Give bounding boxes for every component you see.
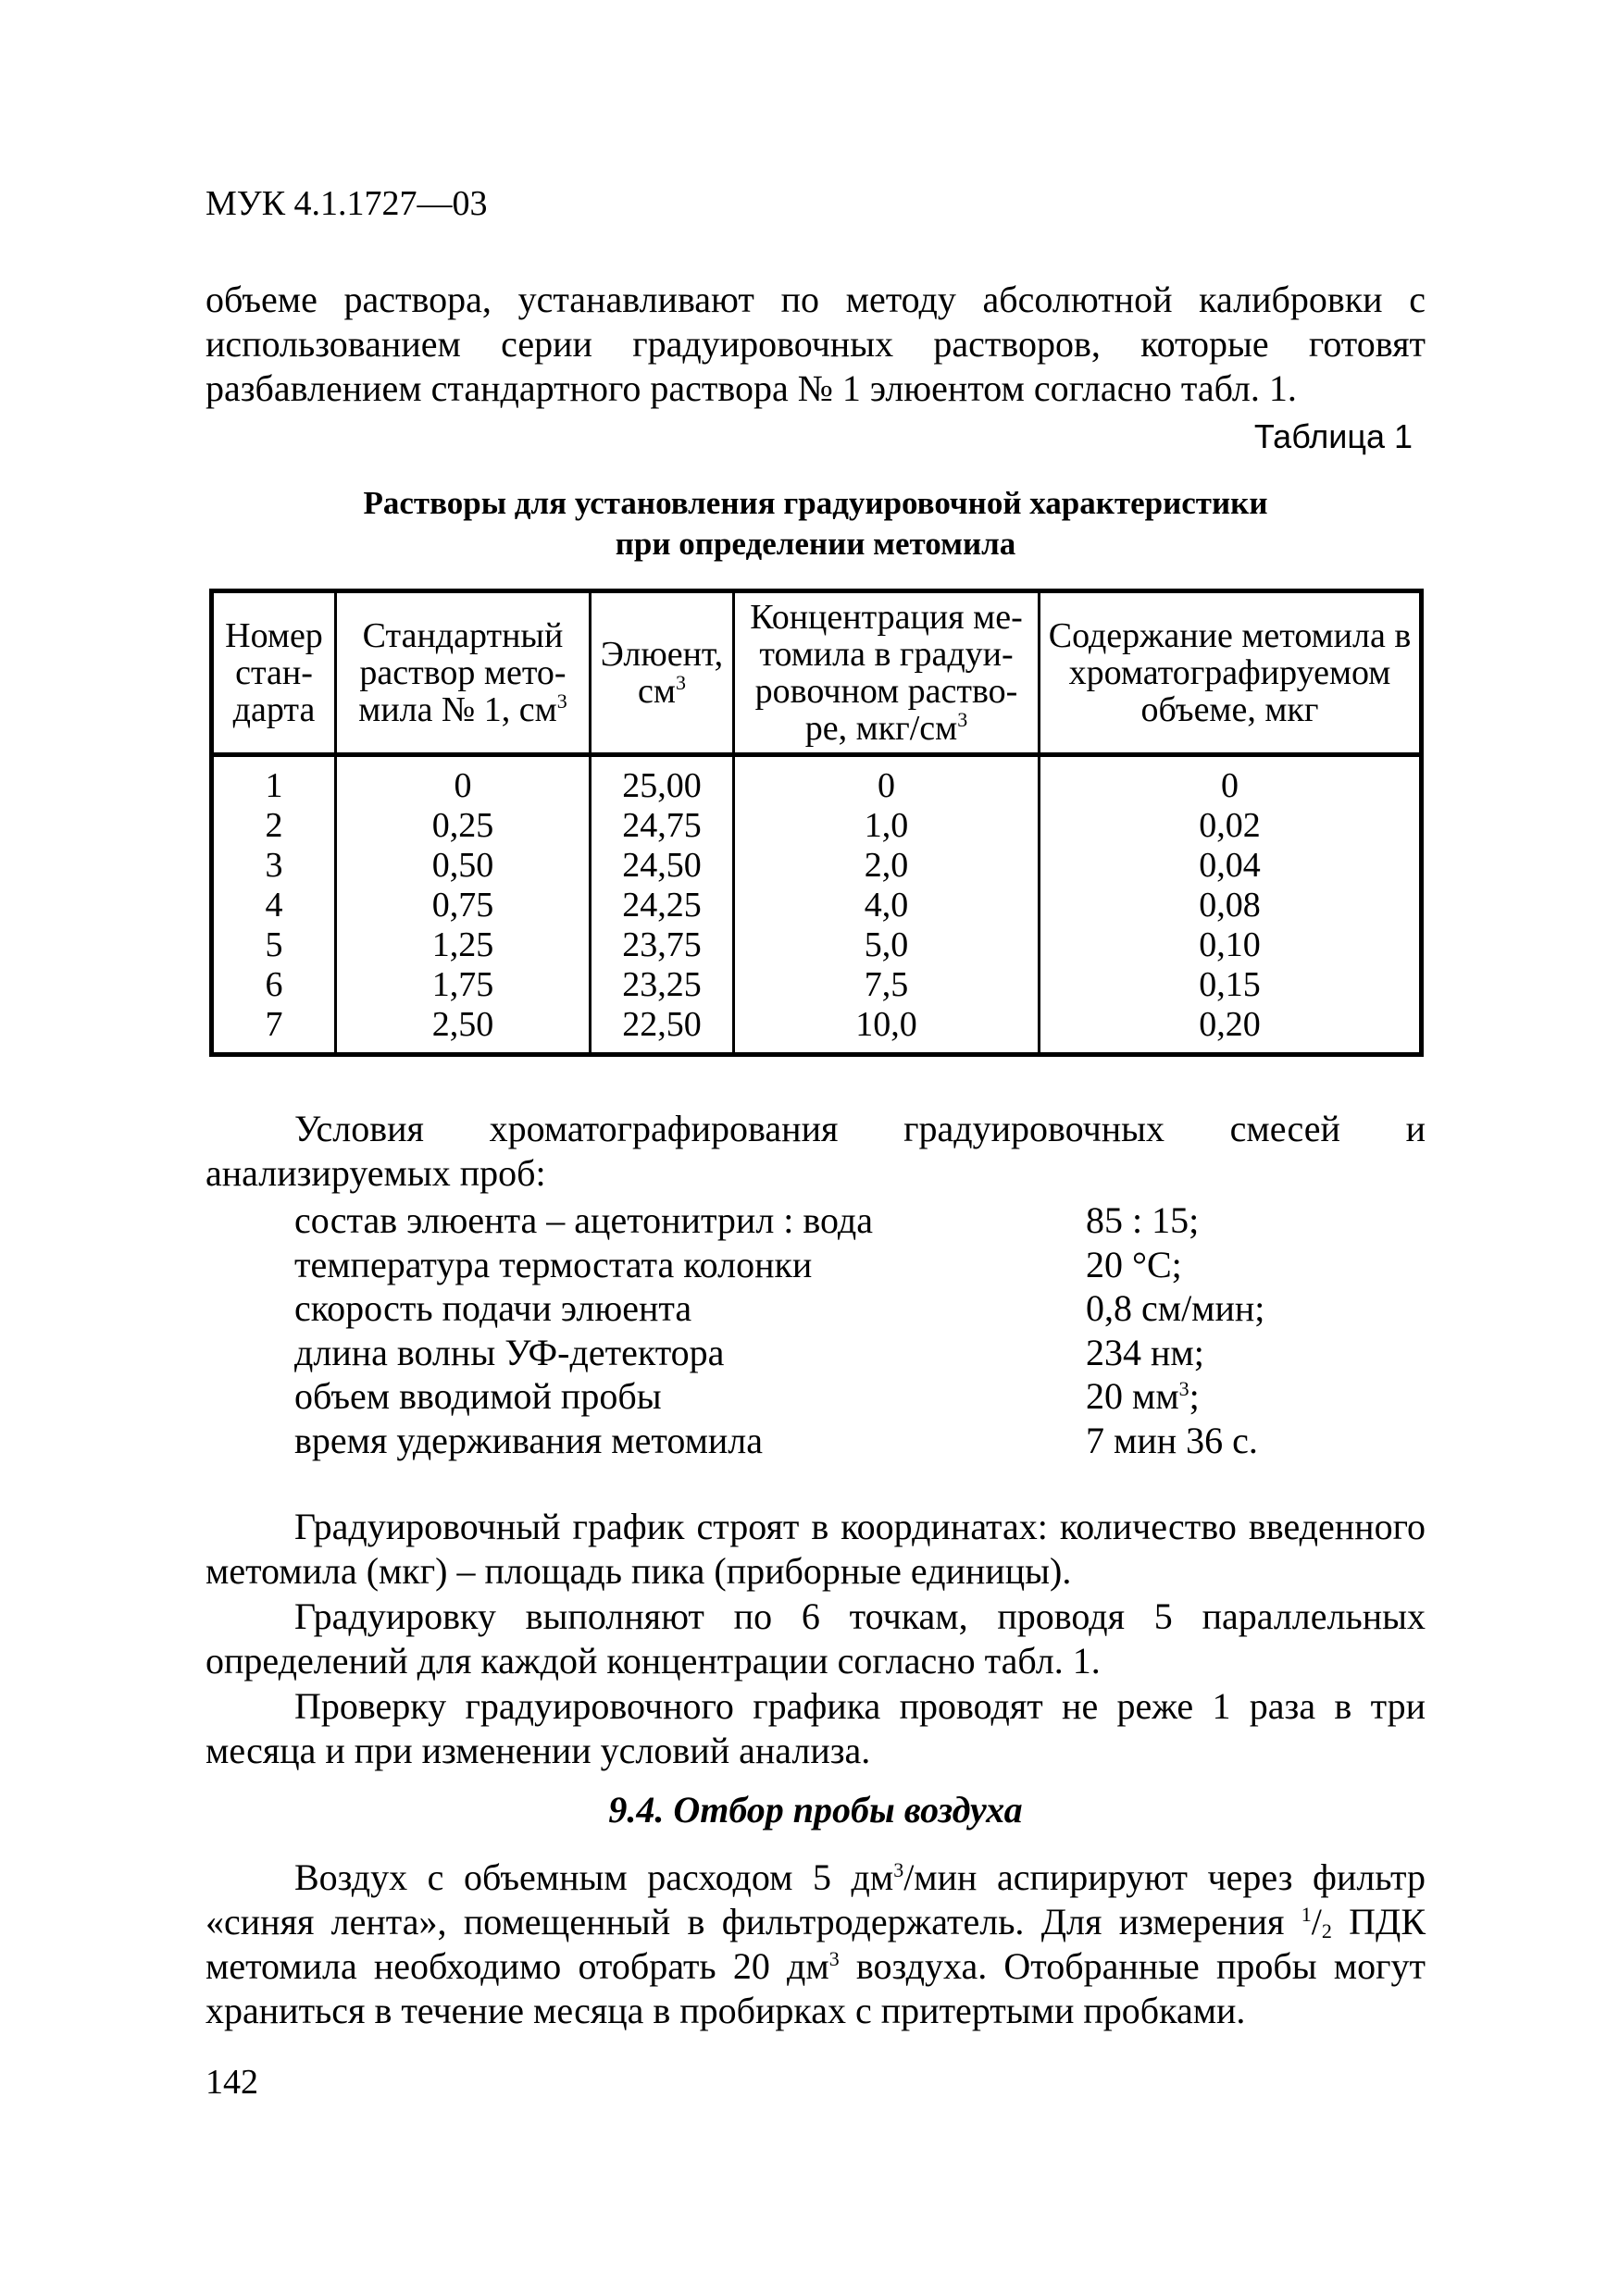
table-cell: 3 <box>265 846 283 885</box>
air-text-1: Воздух с объемным расходом 5 дм <box>294 1856 894 1898</box>
table-cell: 0,04 <box>1040 846 1422 886</box>
graph-paragraph: Градуировочный график строят в координатах: количество введенного метомила (мкг) – площадь пика (приборные единицы). <box>205 1506 1426 1592</box>
table-row <box>212 925 1422 965</box>
table-cell: 1,75 <box>336 965 591 1005</box>
condition-row <box>294 1331 1313 1375</box>
table-title-line-2: при определении метомила <box>615 526 1016 562</box>
table-cell: 6 <box>265 965 283 1004</box>
conditions-list <box>294 1198 1313 1462</box>
table-cell: 0,75 <box>336 886 591 925</box>
table-cell: 24,50 <box>591 846 734 886</box>
header-eluent-sup: 3 <box>675 671 686 694</box>
page-number: 142 <box>205 2063 258 2102</box>
table-body <box>212 755 1422 1055</box>
air-sup-2: 3 <box>828 1947 840 1970</box>
table-cell: 10,0 <box>734 1005 1040 1055</box>
table-cell: 0 <box>734 755 1040 807</box>
calibration-solutions-table <box>209 589 1424 1057</box>
table-cell: 0 <box>1040 755 1422 807</box>
table-cell: 23,75 <box>591 925 734 965</box>
condition-value-tail: ; <box>1189 1375 1200 1417</box>
table-row <box>212 755 1422 807</box>
header-standard-solution-text: Стандартный раствор мето-мила № 1, см <box>358 616 567 729</box>
fraction-numerator: 1 <box>1301 1903 1312 1926</box>
condition-value-sup: 3 <box>1178 1377 1189 1400</box>
calibration-paragraph: Градуировку выполняют по 6 точкам, проводя 5 параллельных определений для каждой концентрации согласно табл. 1. <box>205 1595 1426 1682</box>
table-row <box>212 846 1422 886</box>
condition-value <box>1086 1374 1200 1419</box>
table-row <box>212 806 1422 846</box>
table-cell: 1,0 <box>734 806 1040 846</box>
check-paragraph: Проверку градуировочного графика проводят не реже 1 раза в три месяца и при изменении условий анализа. <box>205 1685 1426 1771</box>
document-code-header: МУК 4.1.1727—03 <box>205 184 488 223</box>
condition-value: 20 °С; <box>1086 1243 1182 1285</box>
header-concentration-sup: 3 <box>957 708 968 731</box>
table-cell: 7,5 <box>734 965 1040 1005</box>
table-header-row <box>212 591 1422 755</box>
table-row <box>212 965 1422 1005</box>
table-cell: 2,0 <box>734 846 1040 886</box>
table-cell: 4 <box>265 886 283 925</box>
fraction-denominator: 2 <box>1321 1919 1332 1942</box>
condition-value: 85 : 15; <box>1086 1199 1200 1241</box>
header-standard-solution-sup: 3 <box>556 689 567 713</box>
condition-value: 234 нм; <box>1086 1331 1204 1373</box>
table-cell: 2,50 <box>336 1005 591 1055</box>
condition-key: время удерживания метомила <box>294 1419 763 1461</box>
table-cell: 5,0 <box>734 925 1040 965</box>
condition-value: 7 мин 36 с. <box>1086 1419 1258 1461</box>
table-title-line-1: Растворы для установления градуировочной характеристики <box>363 485 1268 521</box>
table-cell: 24,25 <box>591 886 734 925</box>
condition-key: состав элюента – ацетонитрил : вода <box>294 1199 873 1241</box>
condition-row <box>294 1198 1313 1243</box>
condition-key: температура термостата колонки <box>294 1243 813 1285</box>
condition-value: 0,8 см/мин; <box>1086 1287 1265 1329</box>
table-cell: 0 <box>336 755 591 807</box>
table-cell: 1 <box>265 766 283 805</box>
condition-row <box>294 1374 1313 1419</box>
header-concentration <box>734 591 1040 755</box>
air-sampling-paragraph: Воздух с объемным расходом 5 $дм^3$/мин аспирируют через фильтр «синяя лента», помещенный в фильтродержатель. Для измерения $^1/_2$ ПДК метомила необходимо отобрать 20 $дм^3$ воздуха. Отобранные пробы могут храниться в течение месяца в пробирках с притертыми пробками. <box>205 1856 1426 2031</box>
table-row <box>212 886 1422 925</box>
table-cell: 7 <box>265 1005 283 1044</box>
condition-row <box>294 1243 1313 1287</box>
table-cell: 0,50 <box>336 846 591 886</box>
table-cell: 0,10 <box>1040 925 1422 965</box>
condition-key: длина волны УФ-детектора <box>294 1331 725 1373</box>
header-standard-number-text: Номер стан-дарта <box>225 616 323 729</box>
table-title <box>205 483 1426 565</box>
table-cell: 0,08 <box>1040 886 1422 925</box>
header-standard-number <box>212 591 336 755</box>
table-cell: 1,25 <box>336 925 591 965</box>
header-content-text: Содержание метомила в хроматографируемом объеме, мкг <box>1048 616 1412 729</box>
table-cell: 0,20 <box>1040 1005 1422 1055</box>
intro-paragraph: объеме раствора, устанавливают по методу абсолютной калибровки с использованием серии градуировочных растворов, которые готовят разбавлением стандартного раствора № 1 элюентом согласно табл. 1. <box>205 279 1426 409</box>
table-cell: 25,00 <box>591 755 734 807</box>
table-row <box>212 1005 1422 1055</box>
air-text-4: воздуха. Отобранные пробы могут храниться в течение месяца в пробирках с притертыми пробками. <box>205 1945 1426 2031</box>
header-concentration-text: Концентрация ме-томила в градуи-ровочном раство-ре, мкг/см <box>750 598 1023 748</box>
condition-value-text: 20 мм <box>1086 1375 1179 1417</box>
air-sup-1: 3 <box>893 1858 904 1881</box>
conditions-intro: Условия хроматографирования градуировочных смесей и анализируемых проб: <box>205 1108 1426 1194</box>
table-cell: 0,25 <box>336 806 591 846</box>
header-content <box>1040 591 1422 755</box>
air-text-3: ПДК метомила необходимо отобрать 20 дм <box>205 1901 1426 1987</box>
section-title: 9.4. Отбор пробы воздуха <box>608 1789 1023 1831</box>
table-cell: 23,25 <box>591 965 734 1005</box>
table-cell: 0,02 <box>1040 806 1422 846</box>
header-eluent-text: Элюент, см <box>600 635 724 711</box>
header-eluent <box>591 591 734 755</box>
table-cell: 0,15 <box>1040 965 1422 1005</box>
table-cell: 24,75 <box>591 806 734 846</box>
table-cell: 22,50 <box>591 1005 734 1055</box>
condition-row <box>294 1286 1313 1331</box>
table-cell: 4,0 <box>734 886 1040 925</box>
condition-row <box>294 1419 1313 1463</box>
condition-key: объем вводимой пробы <box>294 1375 662 1417</box>
table-cell: 2 <box>265 806 283 845</box>
table-label: Таблица 1 <box>1253 417 1413 455</box>
header-standard-solution <box>336 591 591 755</box>
condition-key: скорость подачи элюента <box>294 1287 692 1329</box>
air-text-2: /мин аспирируют через фильтр «синяя лента», помещенный в фильтродержатель. Для измерения <box>205 1856 1426 1942</box>
table-cell: 5 <box>265 925 283 964</box>
